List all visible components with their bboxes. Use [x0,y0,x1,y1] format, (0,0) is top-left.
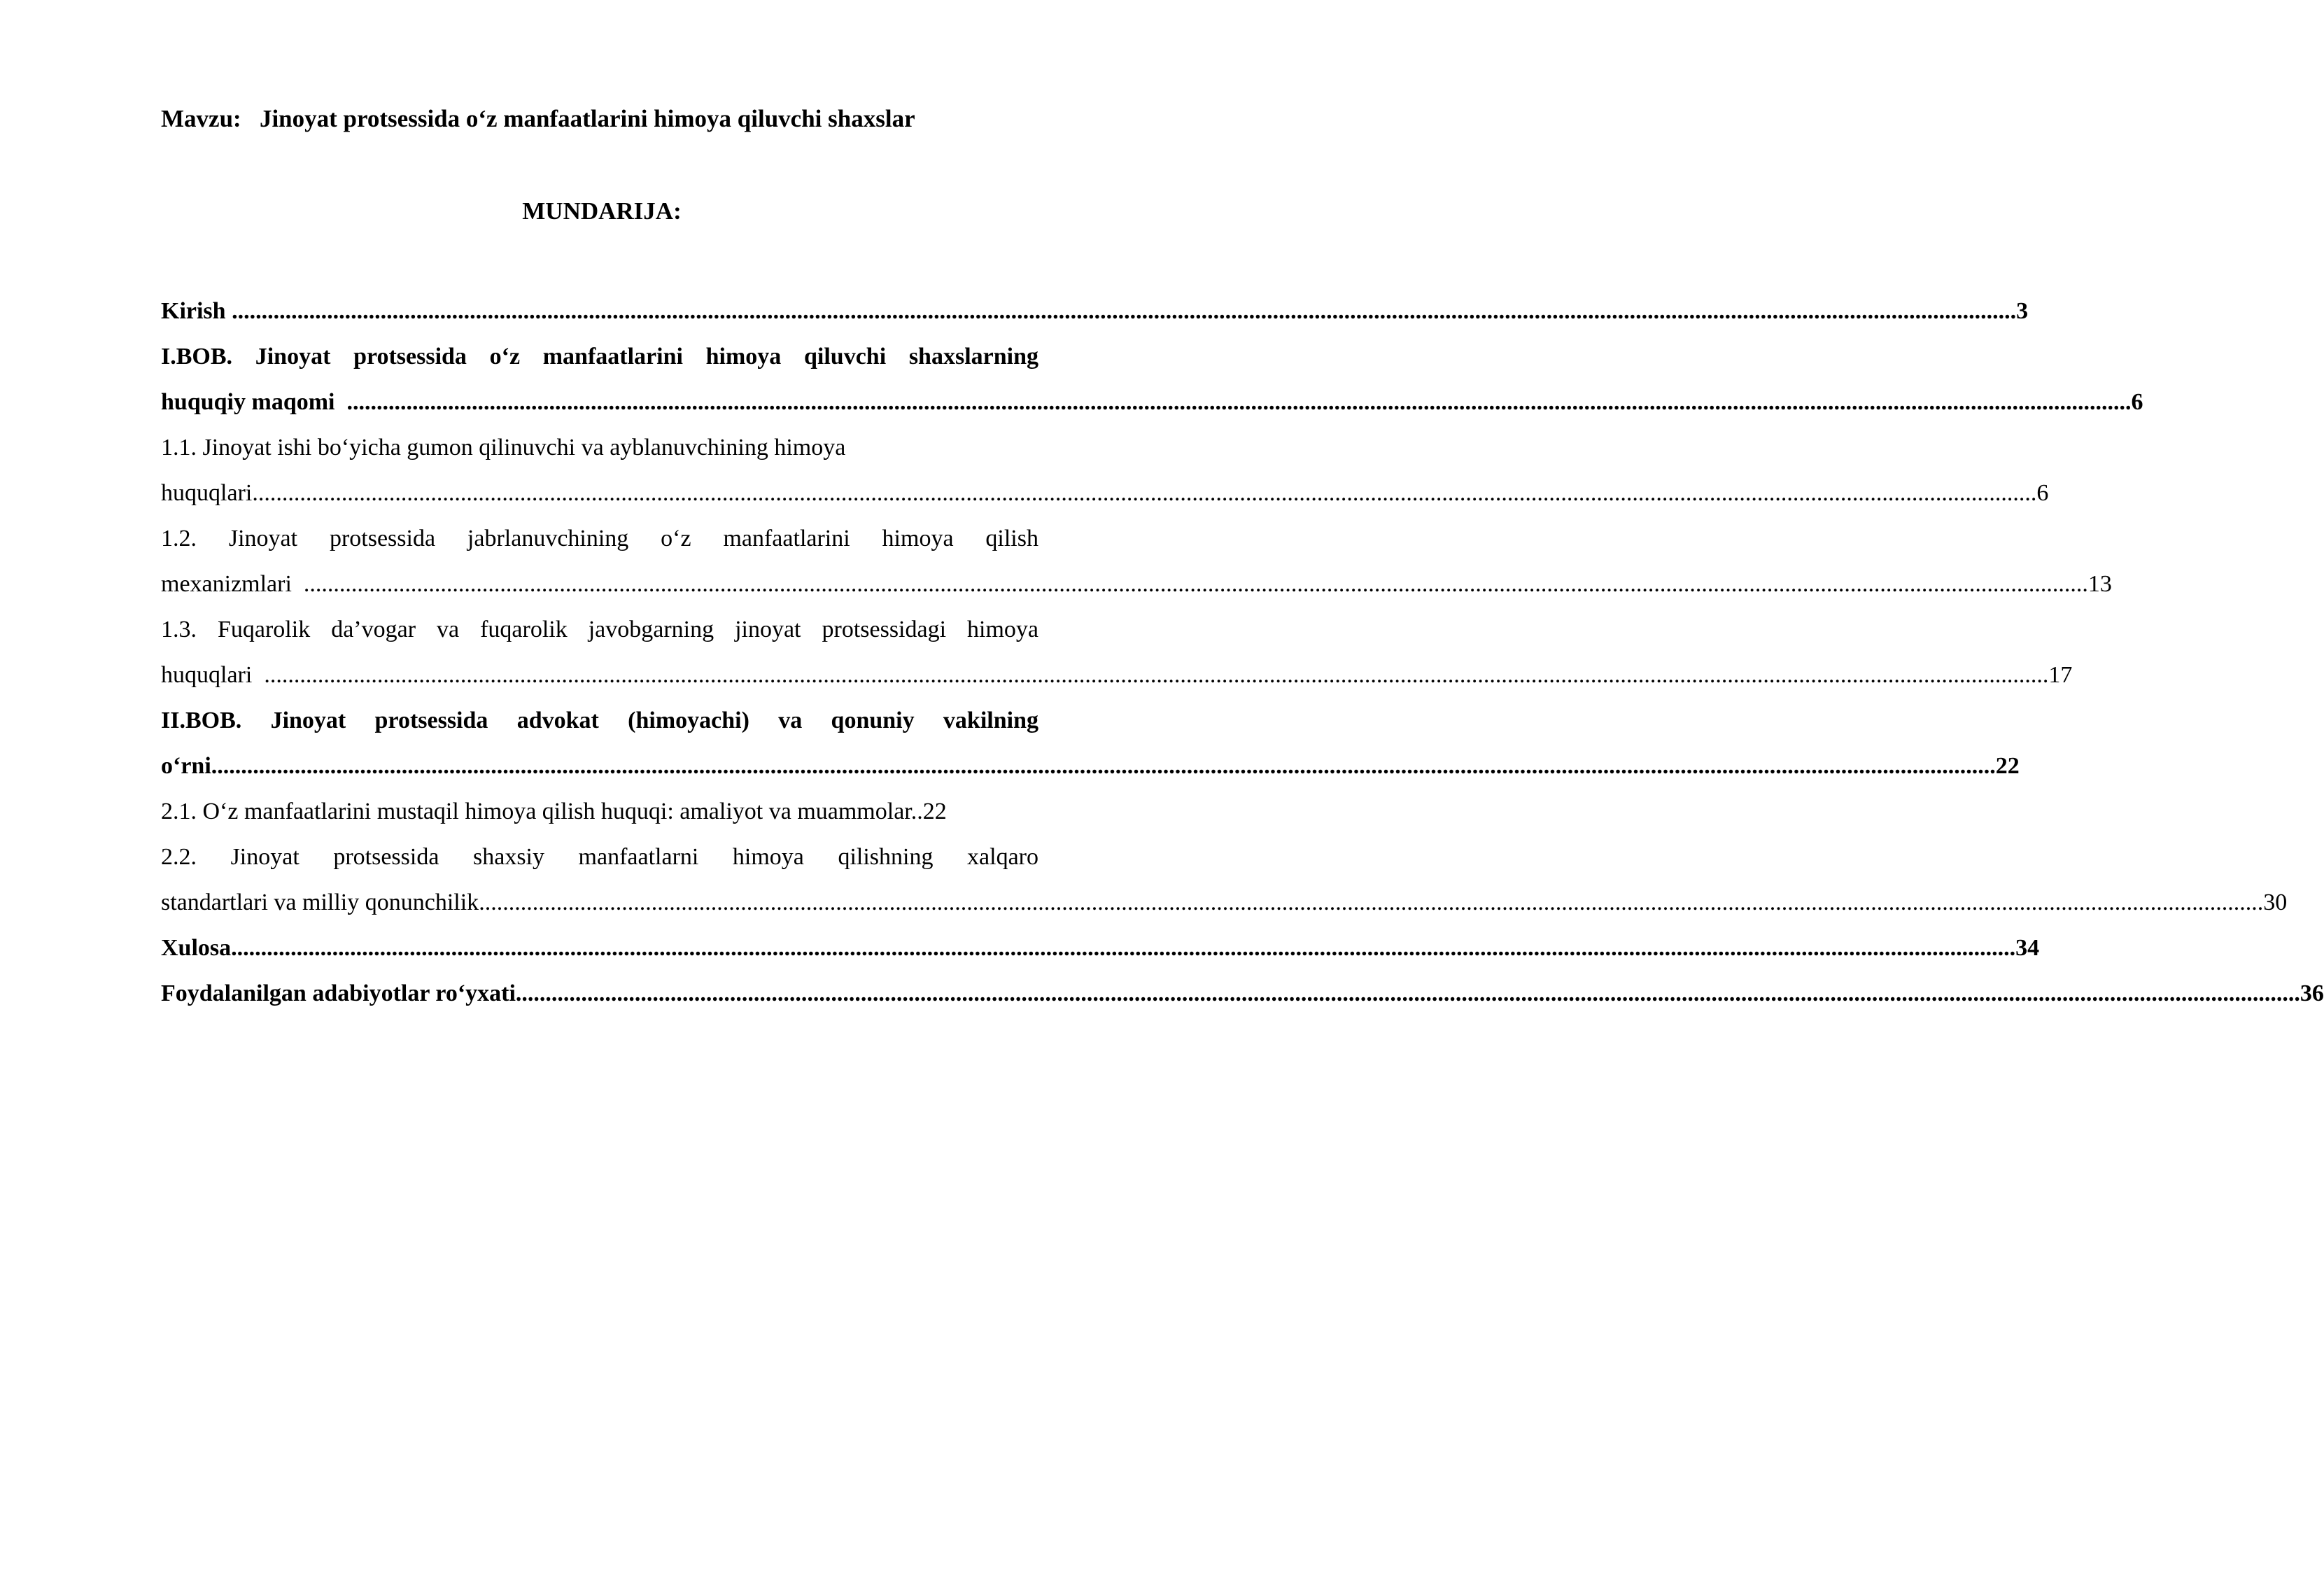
toc-page-number: 13 [2087,571,2112,597]
table-of-contents [161,288,2324,1016]
toc-entry-title: o‘rni [161,753,211,779]
dot-leader: ............................................................................................................................................................................................................................................................................................................ [211,753,1996,779]
toc-chapter-1-continuation [161,379,2143,425]
document-topic: Mavzu: Jinoyat protsessida o‘z manfaatlarini himoya qiluvchi shaxslar [161,105,915,132]
toc-section-1-3-title: 1.3. Fuqarolik da’vogar va fuqarolik javobgarning jinoyat protsessidagi himoya [161,617,1038,642]
dot-leader: ............................................................................................................................................................................................................................................................................................................ [515,980,2300,1006]
dot-leader: ............................................................................................................................................................................................................................................................................................................ [252,480,2037,506]
toc-page-number: 6 [2131,389,2143,415]
toc-entry-title: huquqlari [161,662,265,688]
dot-leader: ............................................................................................................................................................................................................................................................................................................ [264,662,2049,688]
toc-section-1-3-continuation [161,652,2073,698]
contents-heading: MUNDARIJA: [522,197,682,225]
toc-entry-kirish [161,288,2029,334]
toc-chapter-2-title: II.BOB. Jinoyat protsessida advokat (himoyachi) va qonuniy vakilning [161,708,1038,733]
toc-entry-title: huquqiy maqomi [161,389,347,415]
toc-page-number: 17 [2048,662,2073,688]
toc-entry-title: mexanizmlari [161,571,304,597]
toc-entry-title: huquqlari [161,480,253,506]
toc-entry-title: Kirish [161,298,232,324]
dot-leader: ............................................................................................................................................................................................................................................................................................................ [479,889,2264,915]
toc-section-2-1: 2.1. O‘z manfaatlarini mustaqil himoya qilish huquqi: amaliyot va muammolar..22 [161,798,947,824]
toc-page-number: 36 [2300,980,2324,1006]
toc-section-1-2-title: 1.2. Jinoyat protsessida jabrlanuvchining o‘z manfaatlarini himoya qilish [161,526,1038,551]
dot-leader: ............................................................................................................................................................................................................................................................................................................ [231,935,2016,961]
toc-entry-title: Xulosa [161,935,232,961]
toc-page-number: 22 [1995,753,2020,779]
toc-page-number: 34 [2015,935,2040,961]
toc-section-1-1-title: 1.1. Jinoyat ishi bo‘yicha gumon qilinuvchi va ayblanuvchining himoya [161,435,846,460]
dot-leader: ............................................................................................................................................................................................................................................................................................................ [346,389,2132,415]
toc-entry-title: standartlari va milliy qonunchilik [161,889,479,915]
toc-entry-title: Foydalanilgan adabiyotlar ro‘yxati [161,980,516,1006]
dot-leader: ............................................................................................................................................................................................................................................................................................................ [232,298,2017,324]
toc-section-2-2-continuation [161,880,2288,925]
toc-entry-adabiyotlar [161,971,2324,1016]
toc-section-2-2-title: 2.2. Jinoyat protsessida shaxsiy manfaatlarni himoya qilishning xalqaro [161,844,1038,870]
toc-chapter-2-continuation [161,743,2020,789]
toc-section-1-2-continuation [161,561,2112,607]
toc-page-number: 3 [2016,298,2029,324]
toc-page-number: 6 [2036,480,2049,506]
dot-leader: ............................................................................................................................................................................................................................................................................................................ [303,571,2088,597]
toc-chapter-1-title: I.BOB. Jinoyat protsessida o‘z manfaatlarini himoya qiluvchi shaxslarning [161,344,1038,370]
toc-entry-xulosa [161,925,2040,971]
toc-page-number: 30 [2263,889,2288,915]
toc-section-1-1-continuation [161,470,2049,516]
